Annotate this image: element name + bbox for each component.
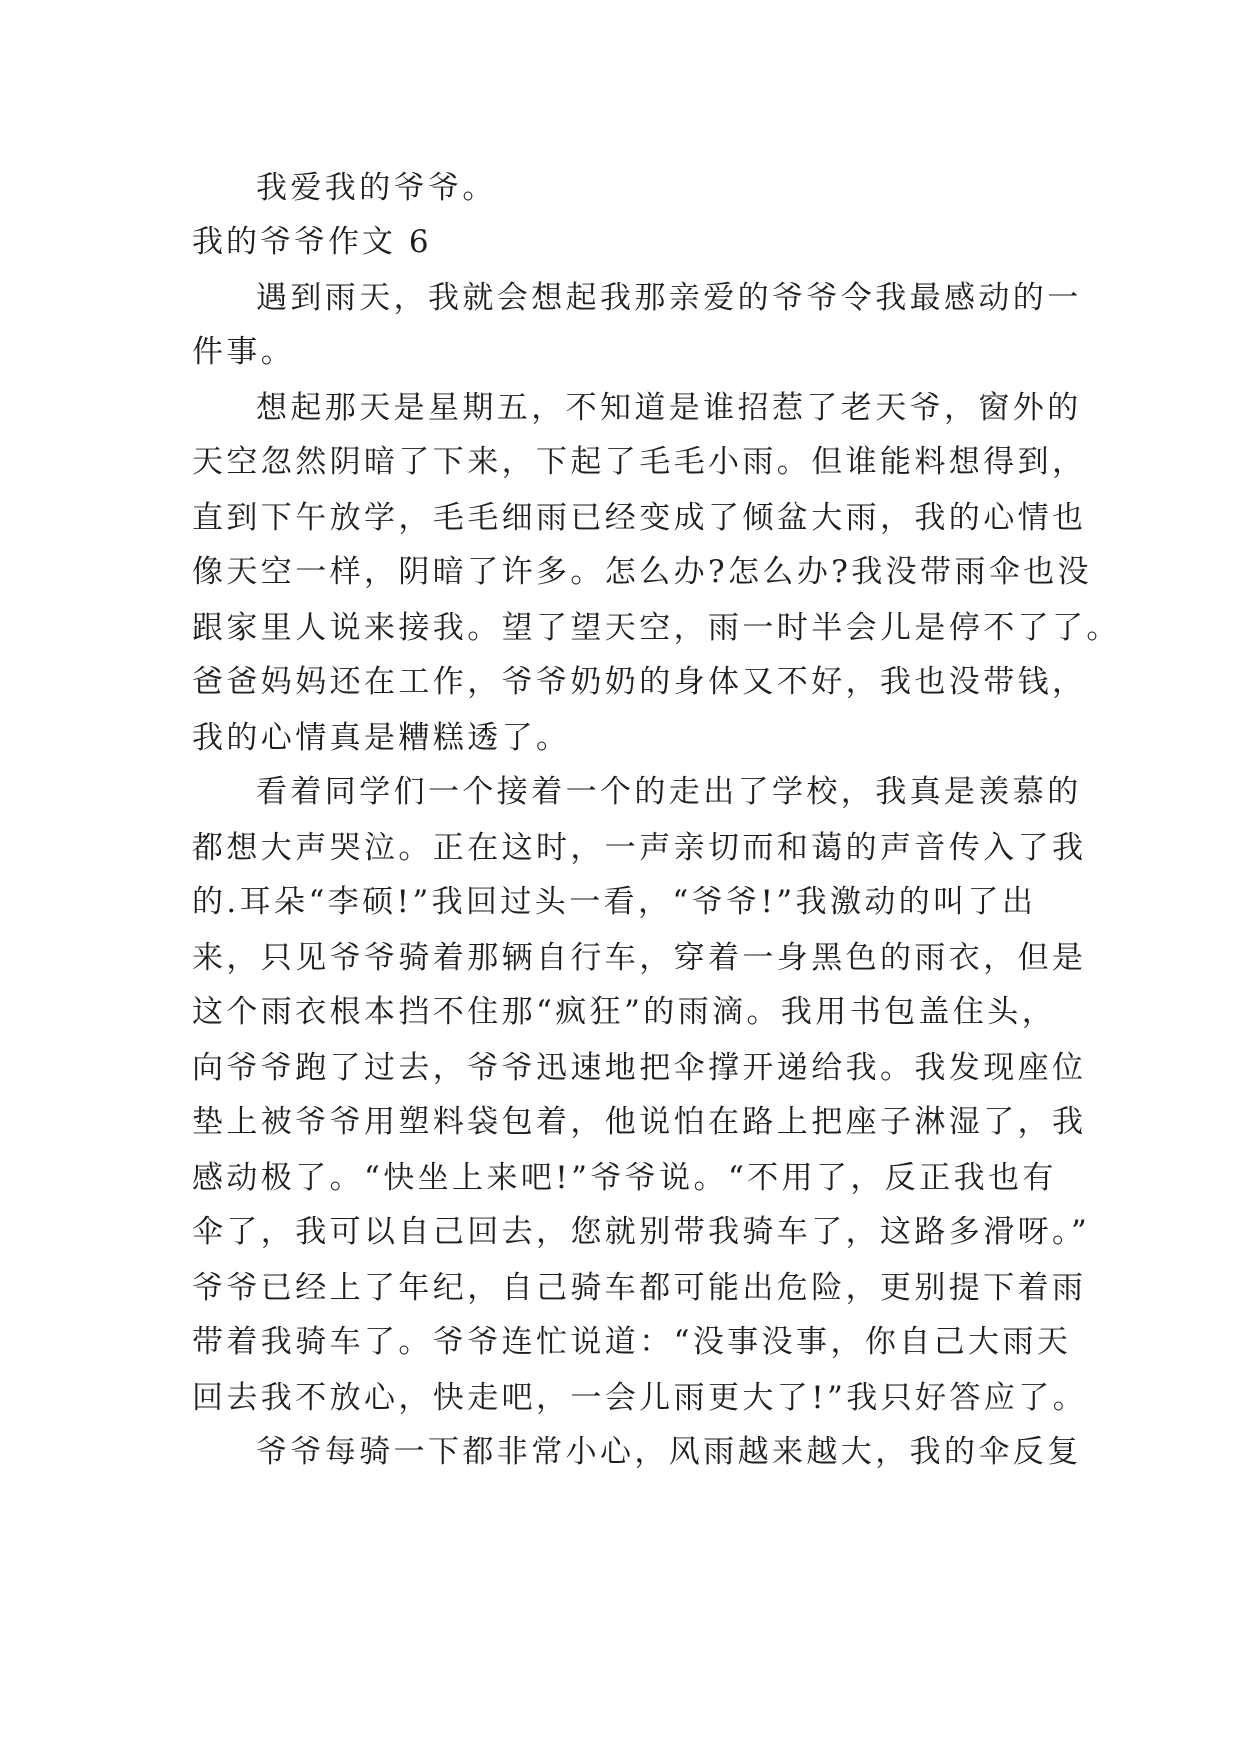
paragraph-line: 跟家里人说来接我。望了望天空，雨一时半会儿是停不了了。	[192, 610, 1121, 646]
paragraph-line: 伞了，我可以自己回去，您就别带我骑车了，这路多滑呀。”	[192, 1214, 1091, 1250]
section-heading: 我的爷爷作文 6	[192, 224, 432, 260]
paragraph-line: 都想大声哭泣。正在这时，一声亲切而和蔼的声音传入了我	[192, 830, 1087, 866]
paragraph-line: 爷爷每骑一下都非常小心，风雨越来越大，我的伞反复	[256, 1434, 1082, 1470]
paragraph-line: 爸爸妈妈还在工作，爷爷奶奶的身体又不好，我也没带钱，	[192, 664, 1087, 700]
paragraph-line: 看着同学们一个接着一个的走出了学校，我真是羡慕的	[256, 774, 1082, 810]
paragraph-line: 直到下午放学，毛毛细雨已经变成了倾盆大雨，我的心情也	[192, 500, 1087, 536]
paragraph-line: 这个雨衣根本挡不住那“疯狂”的雨滴。我用书包盖住头，	[192, 994, 1057, 1030]
paragraph-line: 来，只见爷爷骑着那辆自行车，穿着一身黑色的雨衣，但是	[192, 940, 1087, 976]
paragraph-line: 回去我不放心，快走吧，一会儿雨更大了!”我只好答应了。	[192, 1380, 1088, 1416]
paragraph-line: 爷爷已经上了年纪，自己骑车都可能出危险，更别提下着雨	[192, 1270, 1087, 1306]
paragraph-line: 想起那天是星期五，不知道是谁招惹了老天爷，窗外的	[256, 390, 1082, 426]
paragraph-line: 遇到雨天，我就会想起我那亲爱的爷爷令我最感动的一	[256, 280, 1082, 316]
paragraph-line: 感动极了。“快坐上来吧!”爷爷说。“不用了，反正我也有	[192, 1160, 1057, 1196]
paragraph-line: 像天空一样，阴暗了许多。怎么办?怎么办?我没带雨伞也没	[192, 554, 1093, 590]
paragraph-line: 的.耳朵“李硕!”我回过头一看，“爷爷!”我激动的叫了出	[192, 884, 1037, 920]
paragraph-line: 件事。	[192, 334, 296, 370]
paragraph-line: 向爷爷跑了过去，爷爷迅速地把伞撑开递给我。我发现座位	[192, 1050, 1087, 1086]
paragraph-line: 垫上被爷爷用塑料袋包着，他说怕在路上把座子淋湿了，我	[192, 1104, 1087, 1140]
paragraph-line: 我的心情真是糟糕透了。	[192, 720, 571, 756]
paragraph-line: 天空忽然阴暗了下来，下起了毛毛小雨。但谁能料想得到，	[192, 444, 1087, 480]
paragraph-line: 带着我骑车了。爷爷连忙说道：“没事没事，你自己大雨天	[192, 1324, 1072, 1360]
paragraph-line: 我爱我的爷爷。	[256, 170, 497, 206]
